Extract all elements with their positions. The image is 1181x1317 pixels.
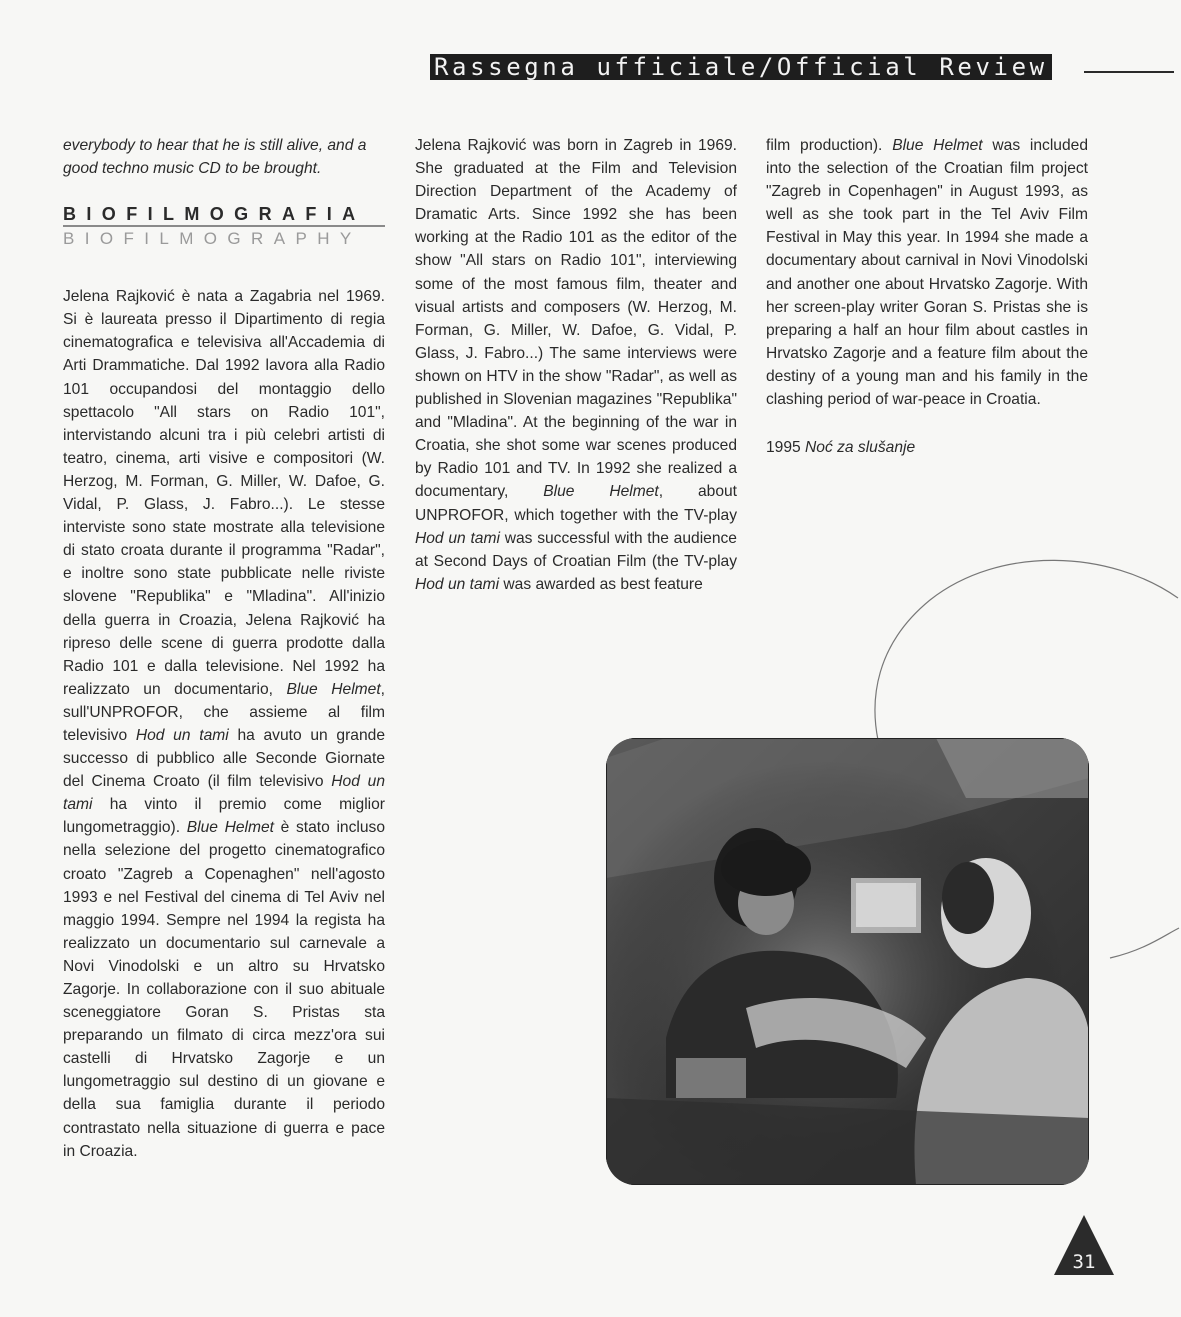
- header-rule: [1084, 71, 1174, 73]
- film-still-photo: [606, 738, 1089, 1185]
- column-italian: [63, 134, 385, 1163]
- biography-english: Jelena Rajković was born in Zagreb in 1969. She graduated at the Film and Television Direction Department of the Academy of Dramatic Arts. Since 1992 she has been working at the Radio 101 as the editor of the show "All stars on Radio 101", interviewing some of the most famous film, theater and visual artists and composers (W. Herzog, M. Forman, G. Miller, W. Dafoe, G. Vidal, P. Glass, J. Fabro...) The same interviews were shown on HTV in the show "Radar", as well as published in Slovenian magazines "Republika" and "Mladina". At the beginning of the war in Croatia, she shot some war scenes produced by Radio 101 and TV. In 1992 she realized a documentary, Blue Helmet, about UNPROFOR, which together with the TV-play Hod un tami was successful with the audience at Second Days of Croatian Film (the TV-play Hod un tami was awarded as best feature: [415, 137, 738, 593]
- film-title: Blue Helmet: [186, 819, 274, 837]
- filmography: [766, 436, 1088, 459]
- film-title: Blue Helmet: [543, 483, 659, 501]
- biofilmography-subheading: BIOFILMOGRAPHY: [63, 225, 385, 249]
- filmography-title: Noć za slušanje: [805, 439, 916, 457]
- column-english-2: [766, 134, 1088, 459]
- filmography-year: 1995: [766, 439, 801, 457]
- film-title: Hod un tami: [415, 575, 500, 593]
- film-title: Hod un tami: [415, 529, 500, 547]
- running-header: Rassegna ufficiale/Official Review: [430, 54, 1052, 80]
- film-still-image: [606, 738, 1089, 1185]
- film-title: Blue Helmet: [892, 137, 983, 154]
- page-number: 31: [1072, 1251, 1096, 1273]
- film-title: Hod un tami: [135, 726, 229, 744]
- page-number-badge: [1052, 1213, 1116, 1277]
- biography-english-continued: film production). Blue Helmet was included into the selection of the Croatian film project "Zagreb in Copenhagen" in August 1993, as well as she took part in the Tel Aviv Film Festival in May this year. In 1994 she made a documentary about carnival in Novi Vinodolski and another one about Hrvatsko Zagorje. With her screen-play writer Goran S. Pristas she is preparing a half an hour film about castles in Hrvatsko Zagorje and a feature film about the destiny of a young man and his family in the clashing period of war-peace in Croatia.: [766, 137, 1088, 409]
- biography-italian: Jelena Rajković è nata a Zagabria nel 1969. Si è laureata presso il Dipartimento di regia cinematografica e televisiva all'Accademia di Arti Drammatiche. Dal 1992 lavora alla Radio 101 occupandosi del montaggio dello spettacolo "All stars on Radio 101", intervistando alcuni tra i più celebri artisti di teatro, cinema, arti visive e compositori (W. Herzog, M. Forman, G. Miller, W. Dafoe, G. Vidal, P. Glass, J. Fabro...). Le stesse interviste sono state mostrate alla televisione di stato croata durante il programma "Radar", e inoltre sono state pubblicate nelle riviste slovene "Republika" e "Mladina". All'inizio della guerra in Croazia, Jelena Rajković ha ripreso delle scene di guerra prodotte dalla Radio 101 e dalla televisione. Nel 1992 ha realizzato un documentario, Blue Helmet, sull'UNPROFOR, che assieme al film televisivo Hod un tami ha avuto un grande successo di pubblico alle Seconde Giornate del Cinema Croato (il film televisivo Hod un tami ha vinto il premio come miglior lungometraggio). Blue Helmet è stato incluso nella selezione del progetto cinematografico croato "Zagreb a Copenaghen" nell'agosto 1993 e nel Festival del cinema di Tel Aviv nel maggio 1994. Sempre nel 1994 la regista ha realizzato un documentario sul carnevale a Novi Vinodolski e un altro su Hrvatsko Zagorje. In collaborazione con il suo abituale sceneggiatore Goran S. Pristas sta preparando un filmato di circa mezz'ora sui castelli di Hrvatsko Zagorje e un lungometraggio sul destino di un giovane e della sua famiglia durante il periodo contrastato nella situazione di guerra e pace in Croazia.: [63, 288, 386, 1160]
- film-title: Blue Helmet: [286, 680, 381, 698]
- biofilmografia-heading: BIOFILMOGRAFIA: [63, 204, 366, 225]
- film-title: Hod un tami: [63, 773, 385, 814]
- column-english-1: [415, 134, 737, 596]
- intro-text: everybody to hear that he is still alive, and a good techno music CD to be brought.: [63, 137, 367, 178]
